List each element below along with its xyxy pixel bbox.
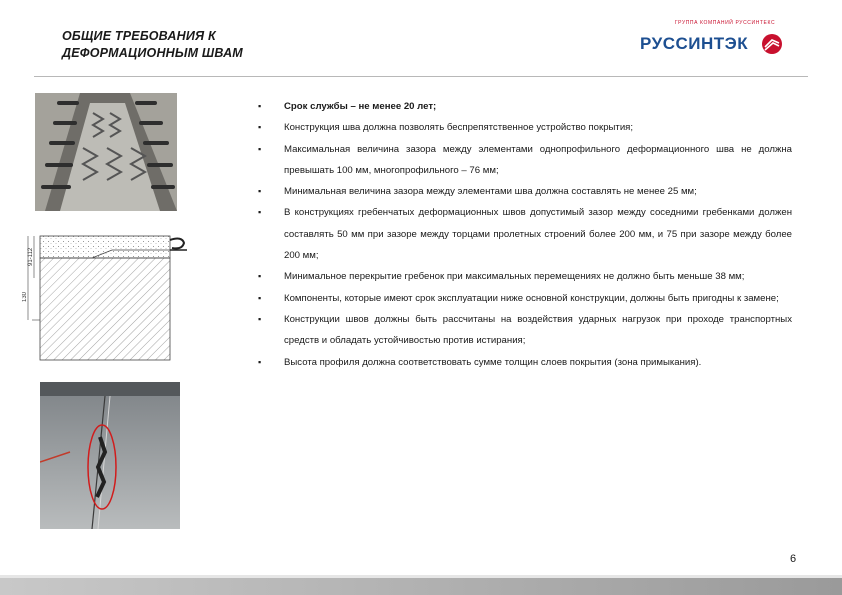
list-item-text: В конструкциях гребенчатых деформационных швов допустимый зазор между соседними гребенками должен составлять 50 мм при зазоре между торцами пролетных строений более 200 мм, и 75 при зазоре между более 200 мм; bbox=[284, 207, 792, 262]
bullet-icon: ▪ bbox=[258, 101, 262, 111]
dimension-label-side: 130 bbox=[22, 291, 28, 302]
footer-bar bbox=[0, 578, 842, 595]
list-item bbox=[258, 181, 792, 202]
joint-cross-section-drawing bbox=[22, 230, 194, 362]
bullet-icon: ▪ bbox=[258, 356, 262, 367]
logo-emblem-icon bbox=[761, 33, 783, 55]
list-item bbox=[258, 202, 792, 266]
list-item bbox=[258, 352, 792, 373]
list-item-text: Конструкция шва должна позволять беспрепятственное устройство покрытия; bbox=[284, 122, 634, 134]
bullet-icon: ▪ bbox=[258, 313, 262, 324]
header-divider bbox=[34, 76, 808, 77]
list-item-text: Высота профиля должна соответствовать сумме толщин слоев покрытия (зона примыкания). bbox=[284, 356, 702, 368]
list-item-text: Конструкции швов должны быть рассчитаны на воздействия ударных нагрузок при проходе транспортных средств и обладать устойчивостью против истирания; bbox=[284, 313, 792, 347]
page-number: 6 bbox=[790, 553, 797, 565]
slide-title-line2: ДЕФОРМАЦИОННЫМ ШВАМ bbox=[62, 46, 243, 60]
slide-title-line1: ОБЩИЕ ТРЕБОВАНИЯ К bbox=[62, 29, 216, 43]
logo-name: РУССИНТЭК bbox=[640, 34, 749, 53]
damaged-joint-road-photo bbox=[40, 382, 180, 529]
slide-title bbox=[62, 28, 382, 62]
list-item bbox=[258, 309, 792, 352]
list-item bbox=[258, 96, 792, 117]
logo-tagline: ГРУППА КОМПАНИЙ РУССИНТЕКС bbox=[674, 20, 776, 26]
bullet-icon: ▪ bbox=[258, 143, 262, 154]
list-item bbox=[258, 288, 792, 309]
list-item-text: Срок службы – не менее 20 лет; bbox=[284, 101, 437, 112]
list-item bbox=[258, 266, 792, 287]
bullet-icon: ▪ bbox=[258, 207, 262, 218]
list-item bbox=[258, 117, 792, 138]
dimension-label-top: 91-112 bbox=[28, 247, 34, 266]
road-crack-illustration bbox=[40, 382, 180, 529]
bullet-icon: ▪ bbox=[258, 186, 262, 197]
bullet-icon: ▪ bbox=[258, 122, 262, 133]
expansion-joint-photo bbox=[35, 93, 177, 211]
list-item-text: Минимальное перекрытие гребенок при максимальных перемещениях не должно быть меньше 38 мм; bbox=[284, 271, 745, 283]
company-logo bbox=[640, 20, 800, 70]
list-item-text: Минимальная величина зазора между элементами шва должна составлять не менее 25 мм; bbox=[284, 186, 697, 198]
list-item-text: Компоненты, которые имеют срок эксплуатации ниже основной конструкции, должны быть пригодны к замене; bbox=[284, 292, 779, 304]
expansion-joint-illustration bbox=[35, 93, 177, 211]
list-item bbox=[258, 139, 792, 182]
requirements-list bbox=[258, 96, 792, 373]
bullet-icon: ▪ bbox=[258, 271, 262, 282]
bullet-icon: ▪ bbox=[258, 292, 262, 303]
list-item-text: Максимальная величина зазора между элементами однопрофильного деформационного шва не должна превышать 100 мм, многопрофильного – 76 мм; bbox=[284, 143, 792, 176]
